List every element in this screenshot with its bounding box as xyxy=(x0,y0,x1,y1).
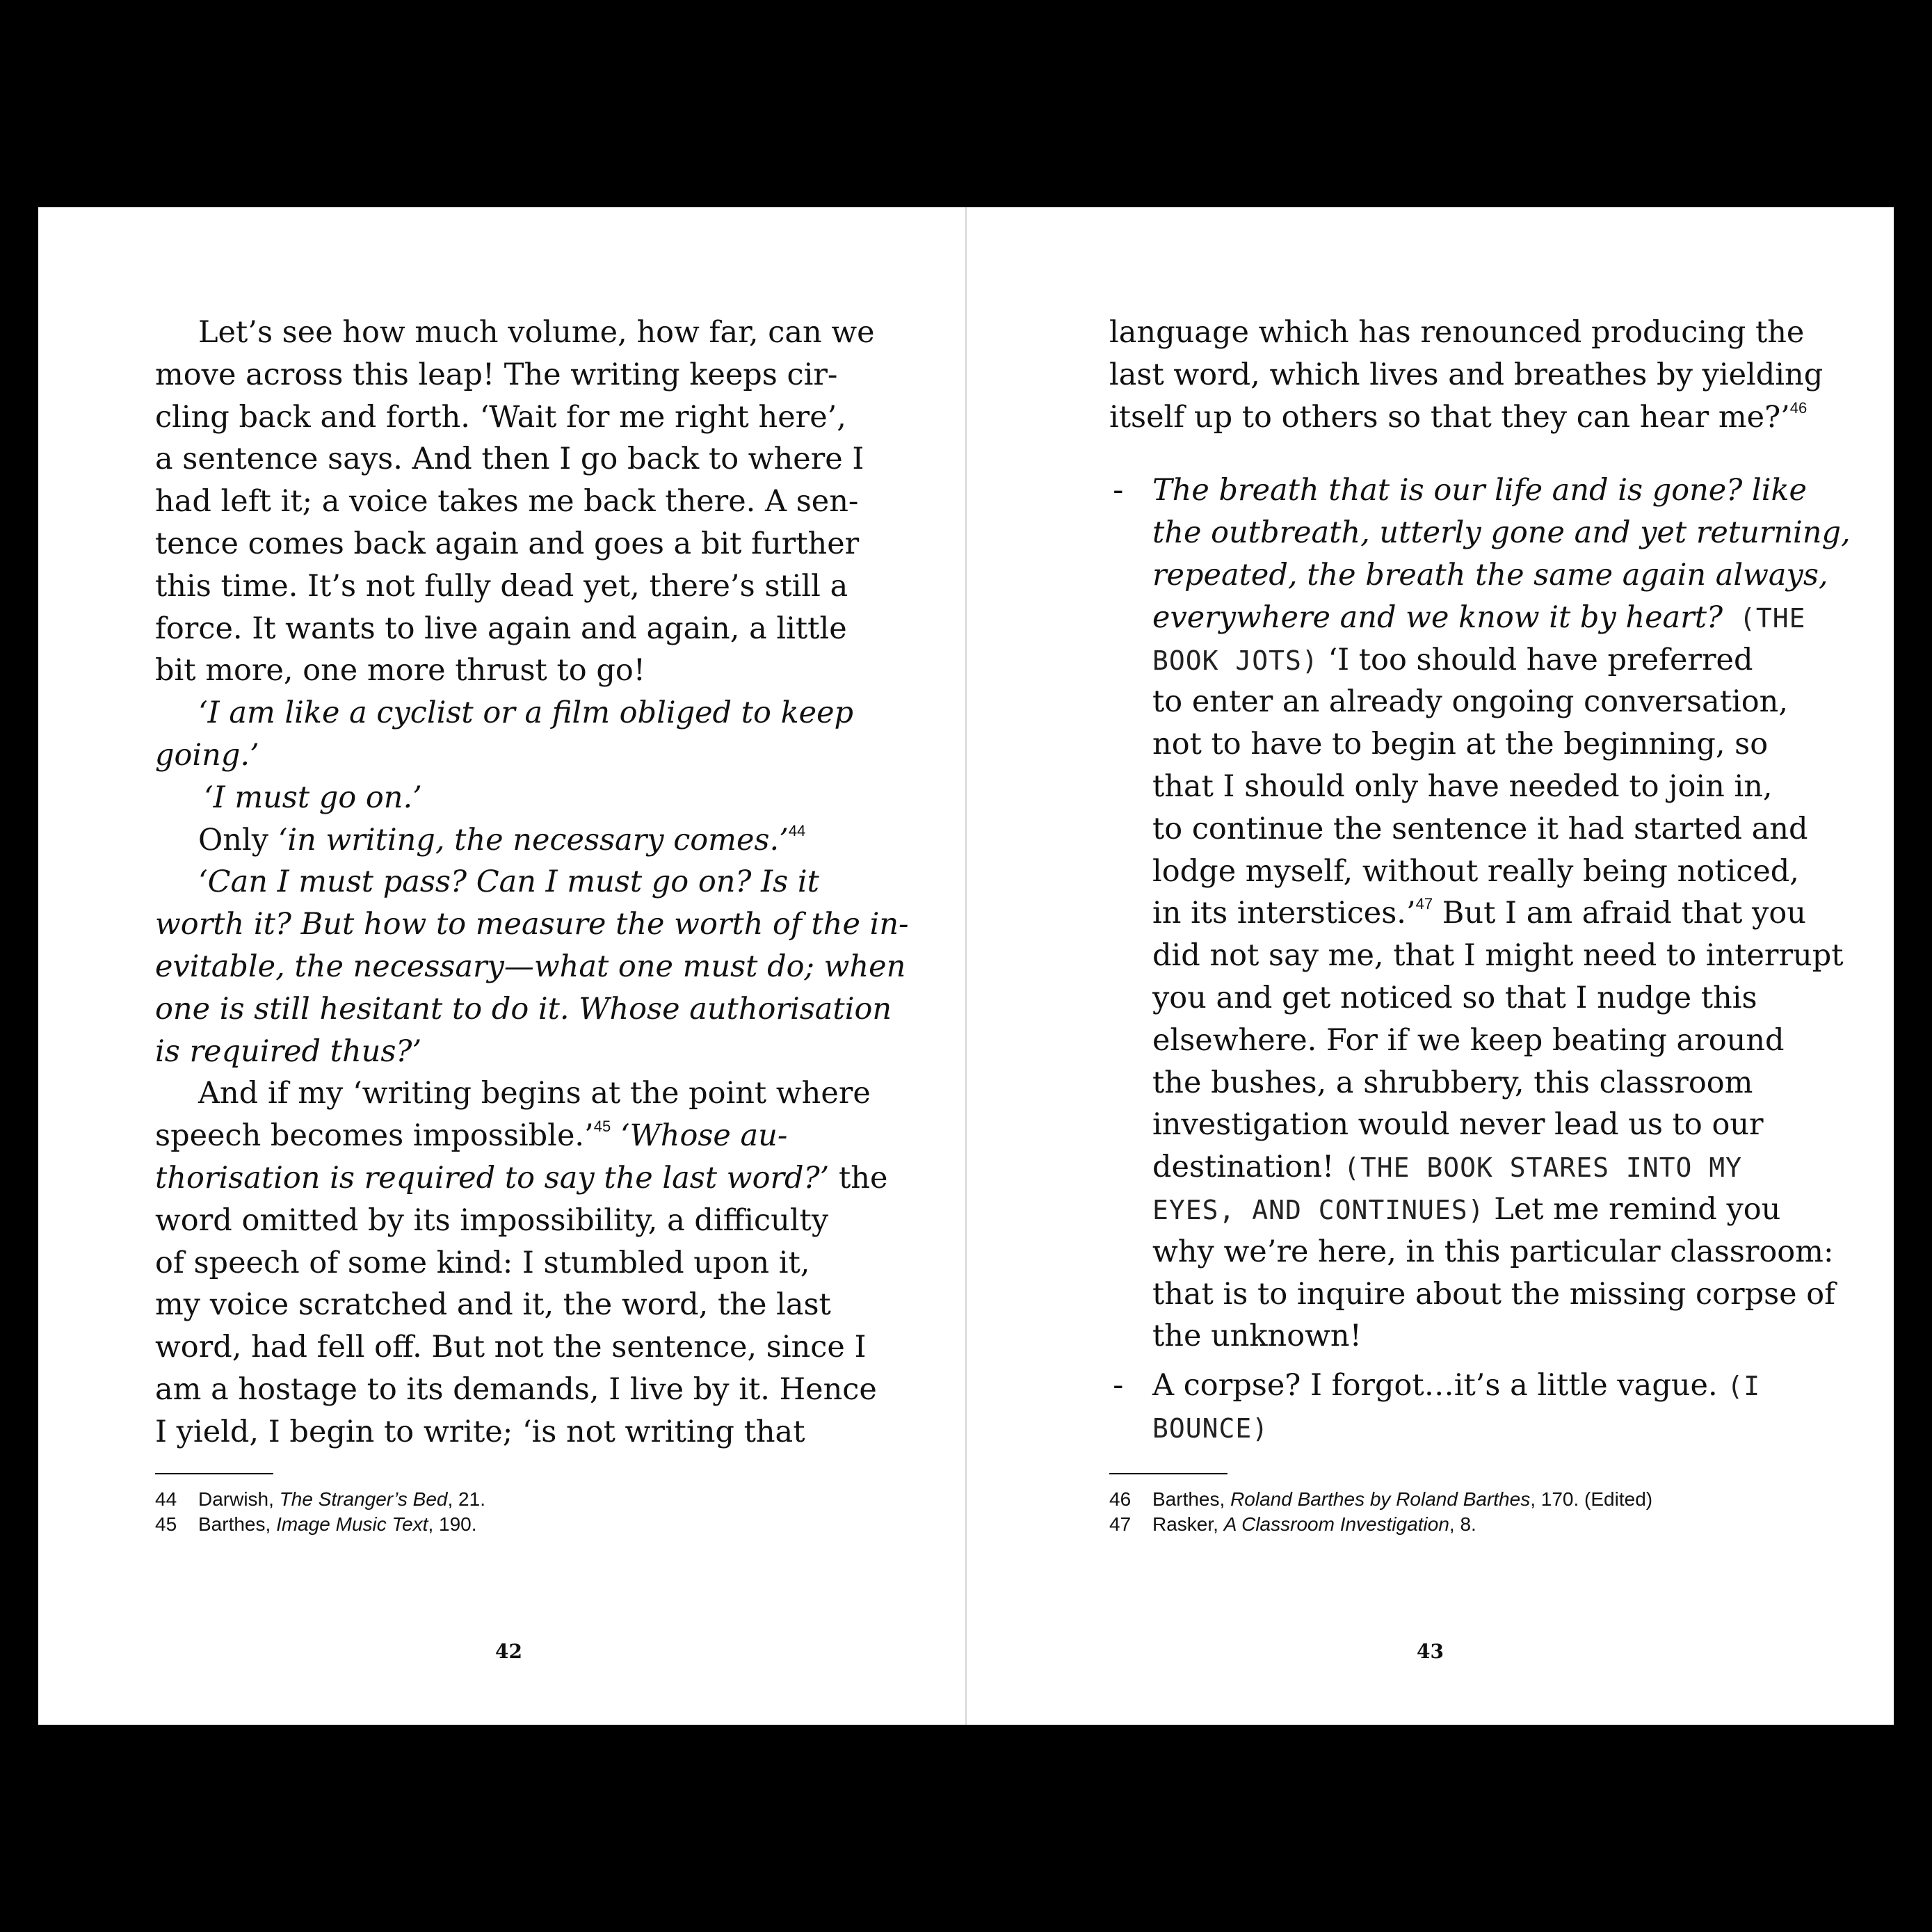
footnote-rule xyxy=(1109,1473,1227,1474)
text-run: word omitted by its impossibility, a difficulty xyxy=(155,1202,829,1238)
text-run: And if my ‘writing begins at the point where xyxy=(198,1076,871,1111)
text-run: worth it? But how to measure the worth of the in- xyxy=(155,907,909,942)
text-line xyxy=(1152,512,1851,554)
text-line xyxy=(155,988,892,1030)
text-line xyxy=(155,946,905,988)
text-run: , 8. xyxy=(1449,1513,1476,1535)
text-run: that I should only have needed to join in, xyxy=(1152,769,1773,804)
text-run: had left it; a voice takes me back there. A sen- xyxy=(155,484,859,520)
text-run: ‘Whose au- xyxy=(611,1118,788,1154)
text-run: , 170. (Edited) xyxy=(1530,1488,1653,1510)
footnote-ref: 47 xyxy=(1415,895,1433,913)
text-run: Darwish, xyxy=(198,1488,280,1510)
text-run: Image Music Text xyxy=(276,1513,428,1535)
right-page xyxy=(967,207,1894,1725)
text-line xyxy=(155,396,846,438)
text-run: ‘I too should have preferred xyxy=(1318,642,1753,677)
text-run: Let’s see how much volume, how far, can we xyxy=(198,315,875,350)
text-line xyxy=(1152,851,1799,892)
text-run: this time. It’s not fully dead yet, there’s still a xyxy=(155,568,848,604)
text-line xyxy=(155,650,645,691)
text-run: Rasker, xyxy=(1152,1513,1224,1535)
text-run: the unknown! xyxy=(1152,1319,1362,1354)
text-line xyxy=(1152,554,1828,596)
text-run: did not say me, that I might need to interrupt xyxy=(1152,938,1844,974)
left-page xyxy=(38,207,965,1725)
text-line xyxy=(155,1411,805,1453)
text-line xyxy=(1152,766,1773,807)
text-run: you and get noticed so that I nudge this xyxy=(1152,981,1757,1015)
text-line xyxy=(155,734,259,776)
text-run: cling back and forth. ‘Wait for me right here’, xyxy=(155,399,846,435)
text-line xyxy=(155,819,805,861)
text-line xyxy=(1109,312,1804,353)
text-run: one is still hesitant to do it. Whose authorisation xyxy=(155,991,892,1027)
text-line xyxy=(155,1284,831,1326)
text-run: A Classroom Investigation xyxy=(1223,1513,1449,1535)
text-line xyxy=(1152,1104,1764,1145)
footnote-ref: 46 xyxy=(1789,399,1808,417)
text-line xyxy=(155,1157,887,1199)
text-run: Roland Barthes by Roland Barthes xyxy=(1230,1488,1531,1510)
text-run: language which has renounced producing the xyxy=(1109,315,1805,350)
stage-direction: (I xyxy=(1727,1371,1761,1402)
page-number: 42 xyxy=(495,1640,522,1663)
text-run: force. It wants to live again and again, a little xyxy=(155,611,847,646)
footnote-rule xyxy=(155,1473,273,1474)
text-run: of speech of some kind: I stumbled upon it, xyxy=(155,1245,810,1280)
text-line xyxy=(1152,1146,1742,1188)
text-run: itself up to others so that they can hear me?’ xyxy=(1109,399,1790,435)
text-run: ‘I must go on.’ xyxy=(204,780,422,815)
text-run: last word, which lives and breathes by yielding xyxy=(1109,357,1824,392)
text-run: move across this leap! The writing keeps cir- xyxy=(155,357,838,392)
text-run: destination! xyxy=(1152,1150,1344,1185)
text-run: the xyxy=(829,1161,888,1196)
text-line xyxy=(1152,639,1753,681)
text-run: repeated, the breath the same again always, xyxy=(1152,558,1828,593)
text-line xyxy=(155,1115,787,1157)
text-line xyxy=(1152,1273,1835,1315)
text-run: a sentence says. And then I go back to where I xyxy=(155,442,864,477)
text-line xyxy=(155,312,875,353)
text-run: A corpse? I forgot…it’s a little vague. xyxy=(1152,1368,1728,1403)
text-line xyxy=(155,1242,810,1284)
text-line xyxy=(1152,597,1805,638)
text-line xyxy=(155,777,422,819)
text-line xyxy=(1152,892,1806,934)
text-run: bit more, one more thrust to go! xyxy=(155,653,646,689)
text-run: the bushes, a shrubbery, this classroom xyxy=(1152,1065,1753,1100)
text-run: The Stranger’s Bed xyxy=(279,1488,448,1510)
text-line xyxy=(1152,935,1844,976)
text-line xyxy=(1152,808,1808,850)
text-line xyxy=(1152,469,1807,511)
text-run: thorisation is required to say the last word?’ xyxy=(155,1161,830,1196)
text-line xyxy=(1109,354,1823,396)
stage-direction: (THE xyxy=(1723,602,1806,634)
text-line xyxy=(1152,681,1788,723)
text-run: elsewhere. For if we keep beating around xyxy=(1152,1022,1785,1058)
text-line xyxy=(155,354,837,396)
stage-direction: (THE BOOK STARES INTO MY xyxy=(1343,1152,1743,1184)
text-run: ‘Can I must pass? Can I must go on? Is it xyxy=(198,864,819,900)
text-line xyxy=(1152,1020,1785,1061)
dialogue-dash: - xyxy=(1113,1368,1124,1403)
footnote-number: 46 xyxy=(1109,1488,1132,1510)
footnote-number: 44 xyxy=(155,1488,177,1510)
text-run: Barthes, xyxy=(198,1513,277,1535)
text-run: the outbreath, utterly gone and yet returning, xyxy=(1152,515,1851,551)
text-run: my voice scratched and it, the word, the last xyxy=(155,1287,831,1323)
text-run: , 190. xyxy=(428,1513,477,1535)
text-run: evitable, the necessary—what one must do; when xyxy=(155,949,906,984)
text-run: word, had fell off. But not the sentence, since I xyxy=(155,1330,867,1365)
text-run: is required thus?’ xyxy=(155,1033,422,1069)
stage-direction: BOOK JOTS) xyxy=(1152,645,1319,676)
text-run: investigation would never lead us to our xyxy=(1152,1107,1764,1143)
text-line xyxy=(1109,396,1807,438)
text-line xyxy=(1152,1407,1269,1449)
stage-direction: BOUNCE) xyxy=(1152,1413,1269,1444)
text-line xyxy=(155,1369,877,1410)
text-run: am a hostage to its demands, I live by it. Hence xyxy=(155,1372,877,1407)
text-line xyxy=(1152,1189,1780,1230)
text-line xyxy=(155,565,848,607)
text-line xyxy=(155,438,864,480)
book-spread xyxy=(38,207,1894,1725)
dialogue-dash: - xyxy=(1113,473,1124,508)
footnote-ref: 45 xyxy=(593,1118,611,1136)
text-run: that is to inquire about the missing corpse of xyxy=(1152,1276,1836,1312)
text-run: speech becomes impossible.’ xyxy=(155,1118,594,1154)
text-run: ‘in writing, the necessary comes.’ xyxy=(277,822,789,858)
text-run: everywhere and we know it by heart? xyxy=(1152,599,1723,635)
footnote-ref: 44 xyxy=(788,821,806,839)
footnote xyxy=(155,1487,485,1512)
text-line xyxy=(1152,1315,1362,1357)
text-line xyxy=(155,903,909,945)
text-run: going.’ xyxy=(155,738,259,773)
footnote-number: 47 xyxy=(1109,1513,1132,1535)
footnote xyxy=(1109,1487,1652,1512)
text-run: Let me remind you xyxy=(1484,1192,1781,1227)
text-line xyxy=(155,481,858,522)
text-line xyxy=(155,608,847,650)
footnote xyxy=(1109,1512,1476,1537)
text-line xyxy=(155,1326,866,1368)
text-line xyxy=(1152,1365,1760,1406)
text-line xyxy=(155,1072,871,1114)
text-line xyxy=(1152,723,1768,765)
text-line xyxy=(155,692,853,734)
text-run: lodge myself, without really being noticed, xyxy=(1152,853,1799,889)
text-line xyxy=(1152,1062,1753,1104)
text-run: I yield, I begin to write; ‘is not writing that xyxy=(155,1414,805,1449)
text-run: to continue the sentence it had started and xyxy=(1152,811,1808,846)
text-run: tence comes back again and goes a bit further xyxy=(155,526,860,561)
stage-direction: EYES, AND CONTINUES) xyxy=(1152,1195,1485,1225)
text-line xyxy=(155,1200,828,1241)
text-run: why we’re here, in this particular classroom: xyxy=(1152,1234,1834,1269)
text-run: Only xyxy=(198,822,278,858)
text-line xyxy=(155,1031,421,1072)
text-run: ‘I am like a cyclist or a film obliged to keep xyxy=(198,695,854,731)
text-line xyxy=(155,861,819,903)
footnote-number: 45 xyxy=(155,1513,177,1535)
text-run: , 21. xyxy=(447,1488,485,1510)
text-run: to enter an already ongoing conversation, xyxy=(1152,684,1789,720)
text-line xyxy=(1152,977,1757,1019)
footnote xyxy=(155,1512,477,1537)
page-number: 43 xyxy=(1417,1640,1444,1663)
text-run: in its interstices.’ xyxy=(1152,896,1416,931)
text-line xyxy=(1152,1231,1833,1273)
text-run: But I am afraid that you xyxy=(1433,896,1806,931)
text-run: The breath that is our life and is gone? like xyxy=(1152,473,1807,508)
text-line xyxy=(155,523,859,565)
text-run: not to have to begin at the beginning, so xyxy=(1152,727,1769,762)
text-run: Barthes, xyxy=(1152,1488,1231,1510)
